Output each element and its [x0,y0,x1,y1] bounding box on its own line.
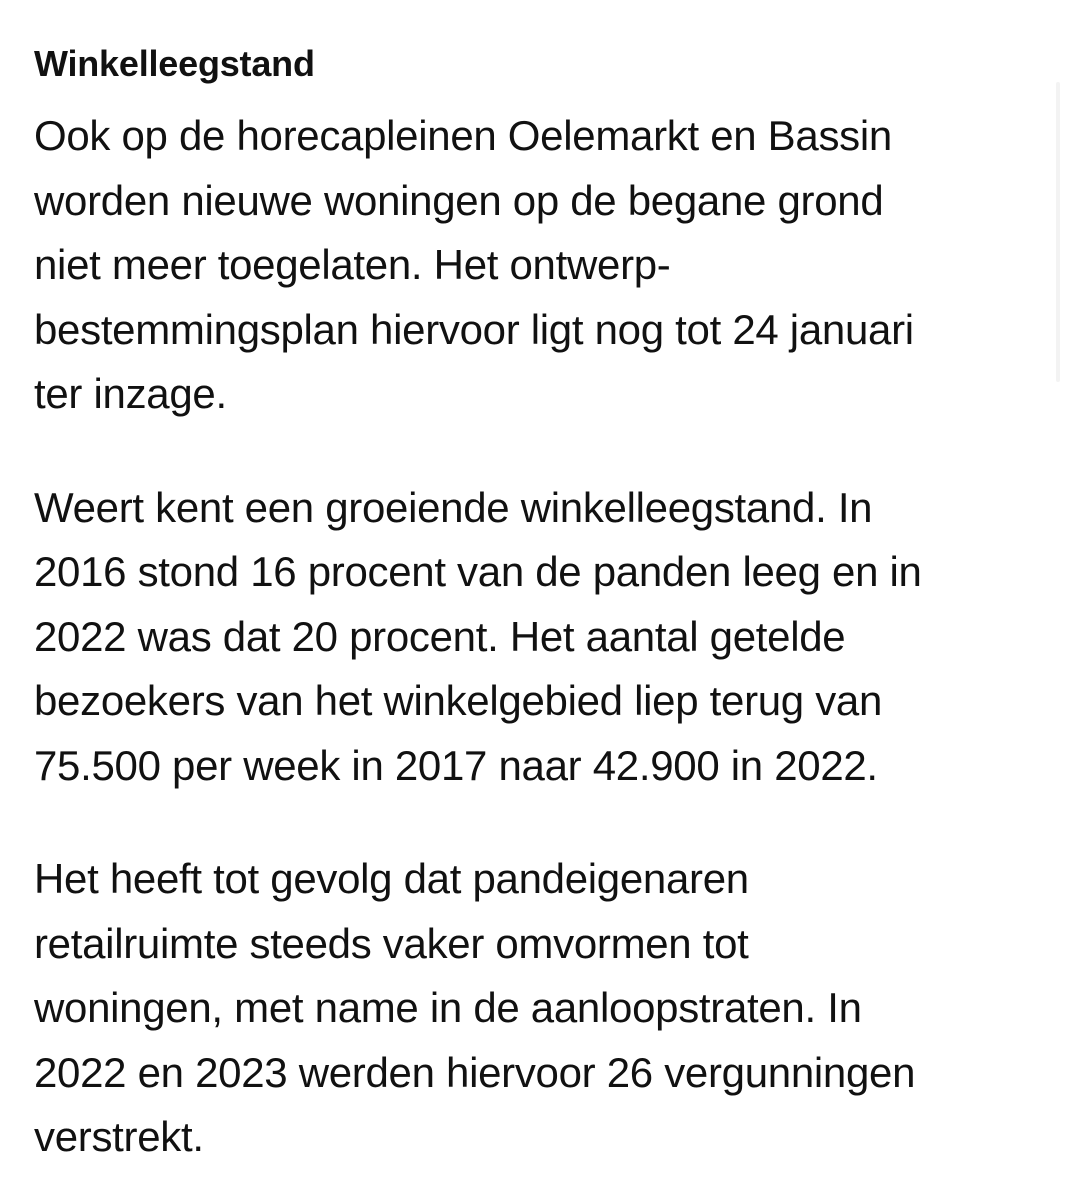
paragraph-2 [34,476,1044,799]
paragraph-line: woningen, met name in de aanloopstraten. In [34,984,862,1031]
paragraph-line: retailruimte steeds vaker omvormen tot [34,919,749,967]
section-heading: Winkelleegstand [34,43,315,84]
paragraph-line: 2022 en 2023 werden hiervoor 26 vergunningen [34,1048,916,1096]
paragraph-line: 2016 stond 16 procent van de panden leeg en in [34,548,922,595]
paragraph-line: Weert kent een groeiende winkelleegstand. In [34,483,873,531]
paragraph-line: niet meer toegelaten. Het ontwerp- [34,241,671,288]
paragraph-spacer [34,427,1044,476]
paragraph-line: 75.500 per week in 2017 naar 42.900 in 2022. [34,741,878,789]
paragraph-spacer [34,798,1044,847]
paragraph-1 [34,104,1044,427]
paragraph-line: Het heeft tot gevolg dat pandeigenaren [34,855,749,902]
paragraph-line: ter inzage. [34,370,227,417]
paragraph-line: worden nieuwe woningen op de begane grond [34,176,884,224]
paragraph-3 [34,847,1044,1170]
paragraph-line: bestemmingsplan hiervoor ligt nog tot 24 januari [34,305,914,353]
article-body [34,38,1044,1170]
paragraph-line: 2022 was dat 20 procent. Het aantal getelde [34,612,846,660]
scrollbar[interactable] [1056,82,1060,382]
paragraph-line: Ook op de horecapleinen Oelemarkt en Bassin [34,112,892,159]
paragraph-line: bezoekers van het winkelgebied liep terug van [34,677,883,724]
paragraph-line: verstrekt. [34,1113,204,1160]
